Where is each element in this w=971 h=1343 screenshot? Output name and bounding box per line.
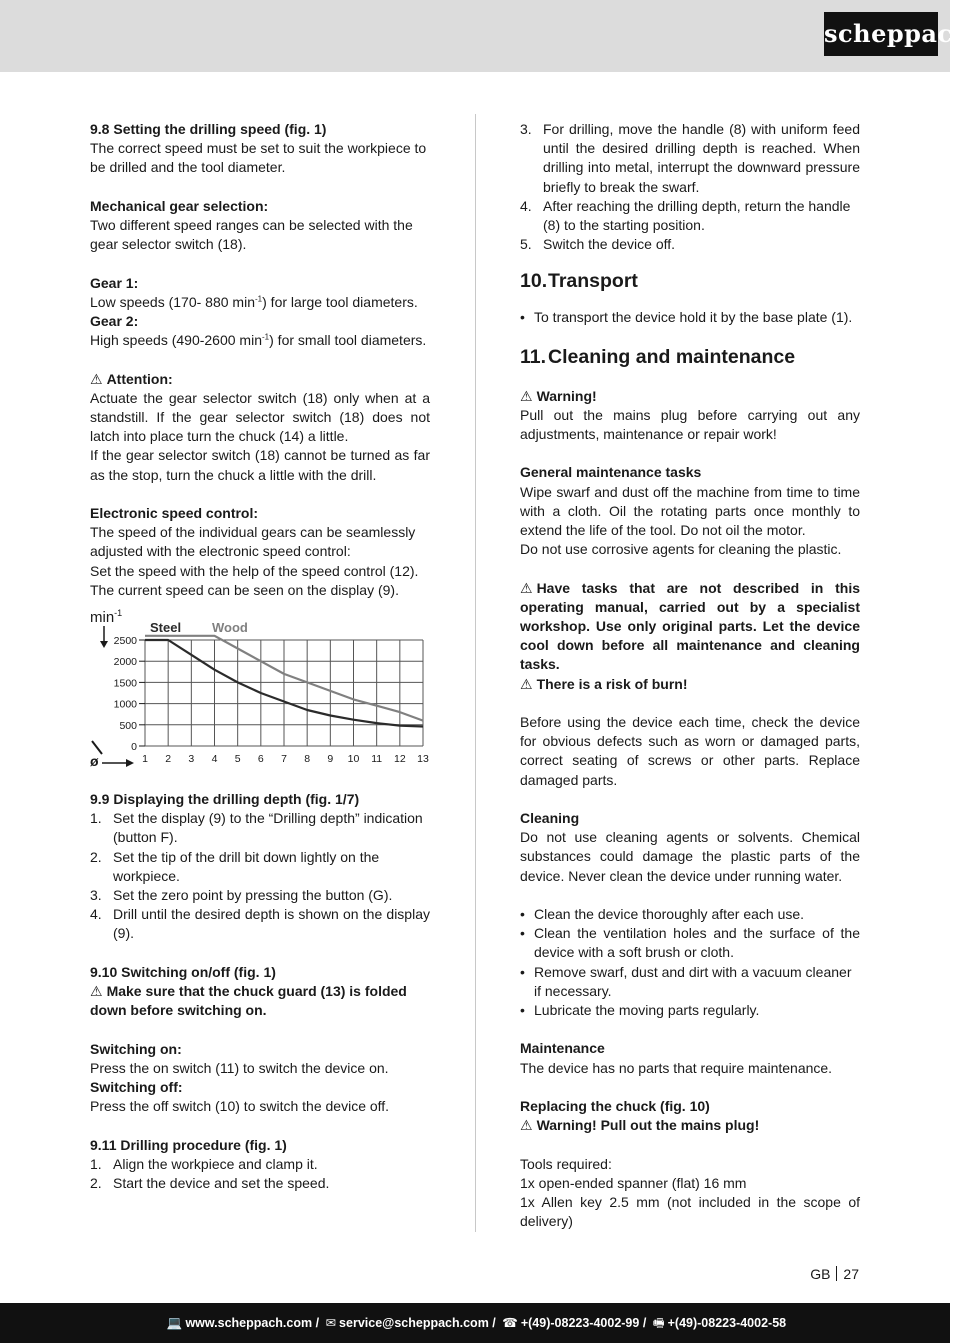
footer-bar: 💻 www.scheppach.com / ✉ service@scheppach.com / ☎ +(49)-08223-4002-99 / 🖷 +(49)-08223-4002-58 — [0, 1303, 950, 1343]
page-number-value: 27 — [843, 1266, 859, 1282]
x-tick-label: 6 — [257, 753, 264, 766]
specialist-warning: ⚠ Have tasks that are not described in this operating manual, carried out by a specialist workshop. Use only original parts. Let the device cool down before all maintenance and cleaning tasks. — [520, 579, 860, 673]
section-9-10-warning: ⚠ Make sure that the chuck guard (13) is folded down before switching on. — [90, 983, 407, 1019]
page-number — [810, 1265, 859, 1284]
replacing-chuck-title: Replacing the chuck (fig. 10) — [520, 1098, 710, 1115]
x-tick-label: 13 — [417, 753, 429, 766]
x-tick-label: 5 — [234, 753, 241, 766]
list-item: 3. For drilling, move the handle (8) with uniform feed until the desired drilling depth is reached. When drilling into metal, interrupt the downward pressure briefly to break the swarf. — [520, 121, 860, 195]
before-use-text: Before using the device each time, check the device for obvious defects such as worn or damaged parts, correct seating of screws or other parts. Replace damaged parts. — [520, 714, 860, 788]
gear-1-title: Gear 1: — [90, 274, 139, 291]
cleaning-heading: 11. Cleaning and maintenance — [520, 345, 796, 368]
page-language: GB — [810, 1266, 831, 1282]
speed-chart-svg — [88, 608, 433, 778]
list-item: • Clean the ventilation holes and the surface of the device with a soft brush or cloth. — [520, 924, 860, 962]
legend-wood: Wood — [212, 620, 248, 636]
section-9-8-title: 9.8 Setting the drilling speed (fig. 1) — [90, 121, 327, 137]
speed-chart — [88, 608, 433, 778]
phone-icon: ☎ — [502, 1316, 518, 1330]
y-tick-label: 1500 — [113, 677, 137, 690]
list-item: 4. Drill until the desired depth is shown on the display (9). — [90, 906, 430, 942]
left-column — [90, 120, 430, 1193]
electronic-speed-text-3: The current speed can be seen on the display (9). — [90, 581, 399, 598]
mechanical-gear-title: Mechanical gear selection: — [90, 197, 269, 214]
warning-triangle-icon: ⚠ — [520, 675, 533, 692]
switching-on-text: Press the on switch (11) to switch the device on. — [90, 1059, 389, 1076]
section-9-11-title: 9.11 Drilling procedure (fig. 1) — [90, 1136, 287, 1153]
list-item: 2. Start the device and set the speed. — [90, 1175, 330, 1192]
replacing-chuck-warning: ⚠ Warning! Pull out the mains plug! — [520, 1116, 860, 1135]
y-tick-label: 500 — [119, 719, 137, 732]
warning-triangle-icon: ⚠ — [520, 579, 533, 596]
footer-email[interactable]: service@scheppach.com — [339, 1316, 489, 1330]
burn-warning: ⚠ There is a risk of burn! — [520, 675, 860, 694]
cleaning-title: Cleaning — [520, 810, 580, 827]
mechanical-gear-text: Two different speed ranges can be selected with the gear selector switch (18). — [90, 217, 413, 253]
transport-heading: 10.Transport — [520, 270, 638, 293]
switching-off-text: Press the off switch (10) to switch the device off. — [90, 1098, 390, 1115]
x-tick-label: 11 — [371, 753, 383, 766]
x-tick-label: 2 — [165, 753, 172, 766]
y-tick-label: 2000 — [113, 656, 137, 669]
list-item: 3. Set the zero point by pressing the button (G). — [90, 887, 393, 904]
switching-off-title: Switching off: — [90, 1079, 183, 1096]
list-item: 1. Align the workpiece and clamp it. — [90, 1155, 318, 1172]
switching-on-title: Switching on: — [90, 1040, 182, 1057]
x-tick-label: 3 — [188, 753, 195, 766]
general-maintenance-title: General maintenance tasks — [520, 464, 702, 481]
list-item: • Clean the device thoroughly after each use. — [520, 905, 860, 924]
y-tick-label: 2500 — [113, 635, 137, 648]
legend-steel: Steel — [150, 620, 182, 636]
y-axis-label: $\min^{-1}$ — [90, 608, 123, 627]
y-tick-label: 1000 — [113, 698, 137, 711]
x-tick-label: 1 — [142, 753, 148, 766]
warning-triangle-icon: ⚠ — [520, 1117, 533, 1134]
warning-title: ⚠ Warning! — [520, 387, 860, 406]
x-tick-label: 4 — [211, 753, 218, 766]
section-9-8-text: The correct speed must be set to suit the workpiece to be drilled and the tool diameter. — [90, 140, 427, 176]
cleaning-text: Do not use cleaning agents or solvents. Chemical substances could damage the plastic parts of the device. Never clean the device under running water. — [520, 829, 860, 884]
attention-title: ⚠ Attention: — [90, 370, 430, 389]
x-tick-label: 10 — [347, 753, 360, 766]
section-9-11-list — [90, 1155, 430, 1193]
x-tick-label: 12 — [393, 753, 406, 766]
warning-triangle-icon: ⚠ — [520, 387, 533, 404]
y-axis-arrow-head — [100, 641, 108, 648]
list-item: • Lubricate the moving parts regularly. — [520, 1001, 860, 1020]
section-9-10-title: 9.10 Switching on/off (fig. 1) — [90, 963, 276, 980]
list-item: • Remove swarf, dust and dirt with a vacuum cleaner if necessary. — [520, 963, 860, 1001]
gear-2-text: High speeds (490-2600 $\min^{-1}$) for small tool diameters. — [90, 332, 427, 349]
list-item: 4. After reaching the drilling depth, return the handle (8) to the starting position. — [520, 197, 851, 234]
y-tick-label: 0 — [131, 741, 137, 754]
general-maintenance-text-2: Do not use corrosive agents for cleaning the plastic. — [520, 541, 842, 558]
electronic-speed-text-1: The speed of the individual gears can be seamlessly adjusted with the electronic speed control: — [90, 524, 416, 560]
header-bar — [0, 0, 971, 72]
brand-logo: scheppach — [824, 12, 938, 56]
maintenance-text: The device has no parts that require maintenance. — [520, 1059, 833, 1076]
right-column — [520, 120, 860, 1231]
tools-required-title: Tools required: — [520, 1155, 612, 1172]
computer-icon: 💻 — [166, 1316, 183, 1330]
email-icon: ✉ — [325, 1316, 337, 1330]
general-maintenance-text-1: Wipe swarf and dust off the machine from time to time with a cloth. Oil the rotating parts once monthly to extend the life of the tool. Do not oil the motor. — [520, 483, 860, 539]
gear-1-text: Low speeds (170- 880 $\min^{-1}$) for large tool diameters. — [90, 293, 418, 310]
maintenance-title: Maintenance — [520, 1040, 605, 1057]
list-item: 2. Set the tip of the drill bit down lightly on the workpiece. — [90, 848, 380, 884]
footer-fax: +(49)-08223-4002-58 — [667, 1316, 787, 1330]
warning-triangle-icon: ⚠ — [90, 370, 103, 387]
cleaning-list — [520, 905, 860, 1020]
attention-text-2: If the gear selector switch (18) cannot be turned as far as the stop, turn the chuck a little with the drill. — [90, 447, 430, 483]
tools-required-item-1: 1x open-ended spanner (flat) 16 mm — [520, 1174, 747, 1191]
warning-triangle-icon: ⚠ — [90, 983, 103, 1000]
tools-required-item-2: 1x Allen key 2.5 mm (not included in the scope of delivery) — [520, 1194, 860, 1230]
warning-text: Pull out the mains plug before carrying out any adjustments, maintenance or repair work! — [520, 406, 860, 443]
column-divider — [475, 114, 476, 1232]
section-9-9-list — [90, 809, 430, 943]
gear-2-title: Gear 2: — [90, 313, 139, 329]
list-item: 5. Switch the device off. — [520, 236, 676, 253]
drilling-procedure-continued-list — [520, 120, 860, 254]
x-axis-arrow-head — [126, 759, 134, 767]
x-tick-label: 9 — [327, 753, 334, 766]
x-tick-label: 7 — [281, 753, 287, 766]
x-axis-label: ø — [90, 753, 99, 770]
fax-icon: 🖷 — [652, 1316, 665, 1330]
list-item: 1. Set the display (9) to the “Drilling depth” indication (button F). — [90, 810, 423, 846]
list-item: • To transport the device hold it by the base plate (1). — [520, 308, 860, 327]
x-tick-label: 8 — [304, 753, 311, 766]
electronic-speed-title: Electronic speed control: — [90, 505, 259, 521]
section-9-9-title: 9.9 Displaying the drilling depth (fig. 1/7) — [90, 791, 360, 808]
footer-website[interactable]: www.scheppach.com — [185, 1316, 313, 1330]
transport-list — [520, 308, 860, 327]
attention-text-1: Actuate the gear selector switch (18) only when at a standstill. If the gear selector switch (18) does not latch into place turn the chuck (14) a little. — [90, 389, 430, 445]
electronic-speed-text-2: Set the speed with the help of the speed control (12). — [90, 562, 419, 579]
footer-phone: +(49)-08223-4002-99 — [520, 1316, 640, 1330]
